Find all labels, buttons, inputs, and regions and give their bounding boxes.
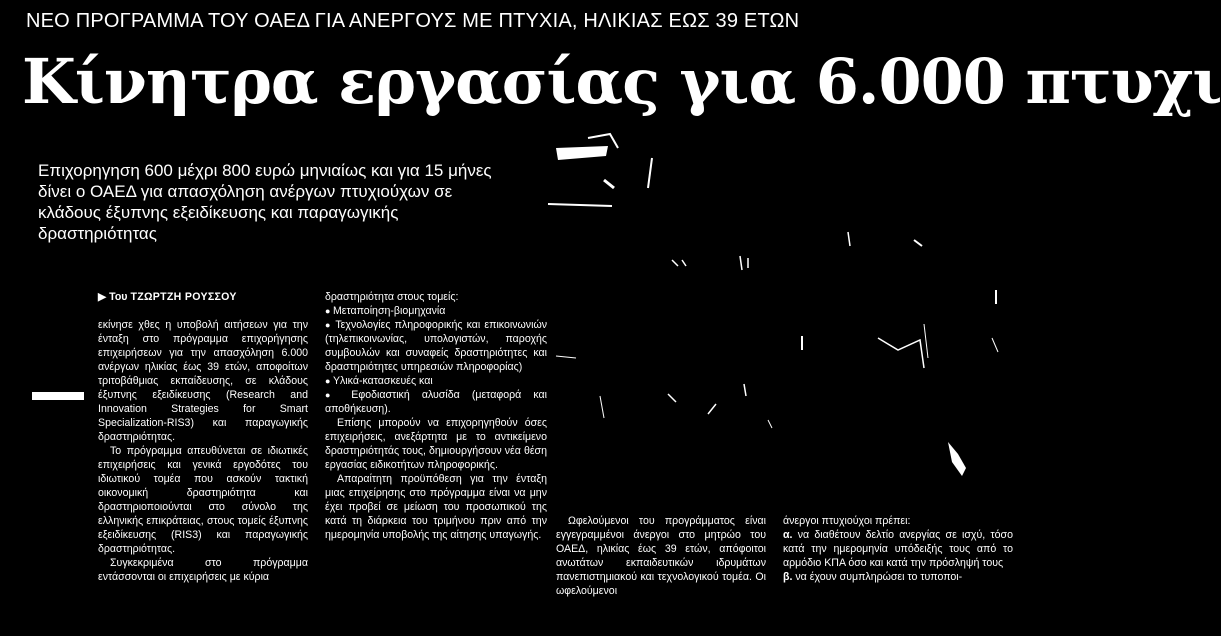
paragraph: άνεργοι πτυχιούχοι πρέπει: (783, 515, 911, 527)
list-item-text: να διαθέτουν δελτίο ανεργίας σε ισχύ, τόσο κατά την ημερομηνία υπόδειξής τους από το αρμόδιο ΚΠΑ όσο και κατά την πρόσληψή τους (783, 529, 1013, 569)
paragraph: Συγκεκριμένα στο πρόγραμμα εντάσσονται οι επιχειρήσεις με κύρια (98, 557, 308, 583)
paragraph: Ωφελούμενοι του προγράμματος είναι εγγεγραμμένοι άνεργοι στο μητρώο του ΟΑΕΔ, ηλικίας έως 39 ετών, απόφοιτοι ανωτάτων εκπαιδευτικών ιδρυμάτων πανεπιστημιακού και τεχνολογικού τομέα. Οι ωφελούμενοι (556, 515, 766, 597)
article-column-1 (98, 290, 308, 584)
list-item (783, 570, 1013, 584)
list-item (783, 528, 1013, 570)
paragraph: εκίνησε χθες η υποβολή αιτήσεων για την ένταξη στο πρόγραμμα επιχορήγησης επιχειρήσεων για την απασχόληση 6.000 ανέργων ηλικίας έως 39 ετών, αποφοίτων τριτοβάθμιας εκπαίδευσης, σε κλάδους έξυπνης εξειδίκευσης (Research and Innovation Strategies for Smart Specialization-RIS3) και παραγωγικής δραστηριότητας. (98, 319, 308, 443)
paragraph: Επίσης μπορούν να επιχορηγηθούν όσες επιχειρήσεις, ανεξάρτητα με το αντικείμενο δραστηριότητάς τους, δημιουργήσουν νέα θέση εργασίας ειδικοτήτων πληροφορικής. (325, 417, 547, 471)
section-rule-mark (32, 392, 84, 400)
article-column-2 (325, 290, 547, 542)
triangle-right-icon: ▶ (98, 291, 107, 303)
bullet-item: ● Τεχνολογίες πληροφορικής και επικοινωνιών (τηλεπικοινωνίας, υπολογιστών, παροχής συμβουλών και συναφείς δραστηριότητες και δραστηριότητες υπηρεσιών πληροφορίας) (325, 318, 547, 374)
byline (98, 290, 308, 304)
list-item-text: να έχουν συμπληρώσει το τυποποι- (795, 571, 963, 583)
article-headline: Κίνητρα εργασίας για 6.000 πτυχι (22, 45, 1221, 118)
paragraph: δραστηριότητα στους τομείς: (325, 291, 459, 303)
article-kicker: ΝΕΟ ΠΡΟΓΡΑΜΜΑ ΤΟΥ ΟΑΕΔ ΓΙΑ ΑΝΕΡΓΟΥΣ ΜΕ ΠΤΥΧΙΑ, ΗΛΙΚΙΑΣ ΕΩΣ 39 ΕΤΩΝ (26, 10, 800, 32)
bullet-item: ● Εφοδιαστική αλυσίδα (μεταφορά και αποθήκευση). (325, 388, 547, 416)
byline-prefix: Του (109, 291, 128, 303)
article-column-3 (556, 514, 766, 598)
paragraph: Απαραίτητη προϋπόθεση για την ένταξη μιας επιχείρησης στο πρόγραμμα είναι να μην έχει προβεί σε μείωση του προσωπικού της κατά τη διάρκεια του τριμήνου πριν από την ημερομηνία υποβολής της αίτησης υπαγωγής. (325, 473, 547, 541)
bullet-item: ● Υλικά-κατασκευές και (325, 374, 547, 388)
article-photo (548, 128, 1024, 508)
list-marker: β. (783, 571, 793, 583)
bullet-item: ● Μεταποίηση-βιομηχανία (325, 304, 547, 318)
article-subtitle: Επιχορηγηση 600 μέχρι 800 ευρώ μηνιαίως και για 15 μήνες δίνει ο ΟΑΕΔ για απασχόληση ανέργων πτυχιούχων σε κλάδους έξυπνης εξειδίκευσης και παραγωγικής δραστηριότητας (38, 161, 492, 243)
author-name: ΤΖΩΡΤΖΗ ΡΟΥΣΣΟΥ (130, 291, 237, 303)
article-column-4 (783, 514, 1013, 584)
list-marker: α. (783, 529, 793, 541)
paragraph: Το πρόγραμμα απευθύνεται σε ιδιωτικές επιχειρήσεις και γενικά εργοδότες του ιδιωτικού τομέα που ασκούν τακτική οικονομική δραστηριότητα και δραστηριοποιούνται στο σύνολο της ελληνικής επικράτειας, στους τομείς έξυπνης εξειδίκευσης (RIS3) και παραγωγικής δραστηριότητας. (98, 445, 308, 555)
